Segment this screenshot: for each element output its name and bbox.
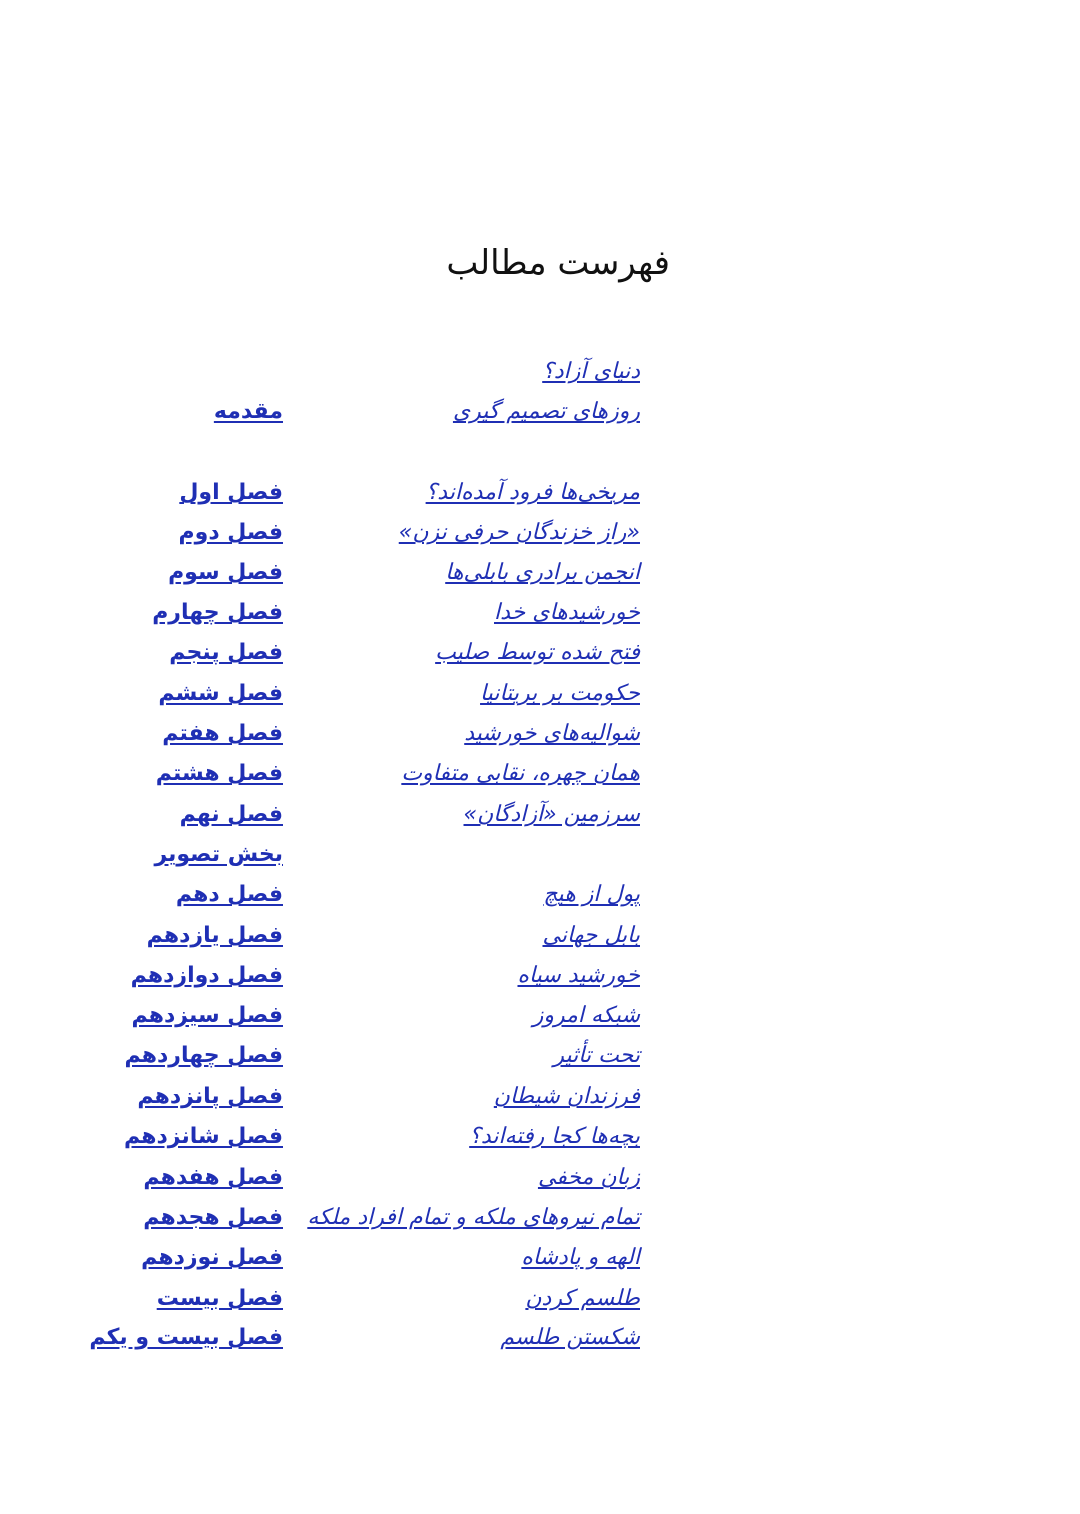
- chapter-title-link[interactable]: شوالیه‌های خورشید: [464, 721, 640, 746]
- toc-entry: [0, 557, 1080, 597]
- toc-entry: [0, 718, 1080, 758]
- toc-entry: [0, 1121, 1080, 1161]
- chapter-link[interactable]: فصل دوم: [178, 520, 283, 545]
- toc-entry: [0, 758, 1080, 798]
- chapter-title-link[interactable]: خورشیدهای خدا: [494, 600, 640, 625]
- chapter-title-link[interactable]: انجمن برادری بابلی‌ها: [445, 560, 640, 585]
- chapter-link[interactable]: فصل هجدهم: [143, 1205, 283, 1230]
- chapter-link[interactable]: فصل پانزدهم: [137, 1084, 283, 1109]
- chapter-title-link[interactable]: دنیای آزاد؟: [542, 359, 640, 384]
- chapter-title-link[interactable]: شبکه امروز: [532, 1003, 640, 1028]
- page-title: فهرست مطالب: [446, 243, 670, 283]
- chapter-title-link[interactable]: «راز خزندگان حرفی نزن»: [398, 520, 640, 545]
- chapter-title-link[interactable]: پول از هیچ: [543, 882, 640, 907]
- toc-entry: [0, 920, 1080, 960]
- chapter-link[interactable]: فصل چهارم: [152, 600, 283, 625]
- toc-entry: [0, 637, 1080, 677]
- chapter-title-link[interactable]: خورشید سیاه: [517, 963, 640, 988]
- toc-entry: [0, 1162, 1080, 1202]
- toc-entry: [0, 799, 1080, 839]
- chapter-link[interactable]: فصل سیزدهم: [131, 1003, 283, 1028]
- chapter-title-link[interactable]: فرزندان شیطان: [493, 1084, 640, 1109]
- chapter-title-link[interactable]: طلسم کردن: [525, 1286, 640, 1311]
- toc-entry: [0, 839, 1080, 879]
- toc-entry: [0, 1000, 1080, 1040]
- chapter-link[interactable]: فصل دوازدهم: [130, 963, 283, 988]
- toc-entry: [0, 1202, 1080, 1242]
- toc-entry: [0, 1081, 1080, 1121]
- chapter-link[interactable]: فصل هشتم: [155, 761, 283, 786]
- chapter-link[interactable]: فصل دهم: [175, 882, 283, 907]
- chapter-link[interactable]: فصل سوم: [168, 560, 283, 585]
- chapter-link[interactable]: فصل پنجم: [169, 640, 283, 665]
- chapter-link[interactable]: فصل چهاردهم: [124, 1043, 283, 1068]
- chapter-link[interactable]: فصل ششم: [158, 681, 283, 706]
- chapter-title-link[interactable]: فتح شده توسط صلیب: [435, 640, 640, 665]
- toc-entry: [0, 1322, 1080, 1362]
- toc-entry: [0, 1242, 1080, 1282]
- chapter-title-link[interactable]: تمام نیروهای ملکه و تمام افراد ملکه: [307, 1205, 640, 1230]
- chapter-title-link[interactable]: همان چهره، نقابی متفاوت: [401, 761, 640, 786]
- chapter-title-link[interactable]: زبان مخفی: [537, 1165, 640, 1190]
- chapter-link[interactable]: فصل یازدهم: [146, 923, 283, 948]
- chapter-link[interactable]: فصل بیست: [156, 1286, 283, 1311]
- toc-entry: [0, 477, 1080, 517]
- chapter-link[interactable]: فصل بیست و یکم: [89, 1325, 283, 1350]
- chapter-link[interactable]: مقدمه: [213, 399, 283, 424]
- chapter-title-link[interactable]: تحت تأثیر: [553, 1043, 640, 1068]
- toc-entry: [0, 517, 1080, 557]
- toc-entry: [0, 678, 1080, 718]
- toc-entry: [0, 960, 1080, 1000]
- toc-entry: [0, 1283, 1080, 1323]
- chapter-title-link[interactable]: مریخی‌ها فرود آمده‌اند؟: [425, 480, 640, 505]
- chapter-link[interactable]: فصل نهم: [179, 802, 283, 827]
- chapter-link[interactable]: فصل شانزدهم: [123, 1124, 283, 1149]
- toc-entry: [0, 356, 1080, 396]
- chapter-link[interactable]: فصل هفدهم: [143, 1165, 283, 1190]
- chapter-link[interactable]: فصل اول: [179, 480, 283, 505]
- toc-entry: [0, 879, 1080, 919]
- chapter-title-link[interactable]: بابل جهانی: [542, 923, 640, 948]
- chapter-title-link[interactable]: روزهای تصمیم گیری: [452, 399, 640, 424]
- chapter-title-link[interactable]: شکستن طلسم: [500, 1325, 640, 1350]
- toc-entry: [0, 1040, 1080, 1080]
- toc-entry: [0, 597, 1080, 637]
- toc-entry: [0, 396, 1080, 436]
- chapter-link[interactable]: فصل هفتم: [162, 721, 283, 746]
- chapter-title-link[interactable]: بچه‌ها کجا رفته‌اند؟: [469, 1124, 640, 1149]
- chapter-link[interactable]: بخش تصویر: [154, 842, 283, 867]
- chapter-title-link[interactable]: سرزمین «آزادگان»: [463, 802, 640, 827]
- chapter-title-link[interactable]: حکومت بر بریتانیا: [480, 681, 640, 706]
- chapter-link[interactable]: فصل نوزدهم: [141, 1245, 283, 1270]
- chapter-title-link[interactable]: الهه و پادشاه: [521, 1245, 640, 1270]
